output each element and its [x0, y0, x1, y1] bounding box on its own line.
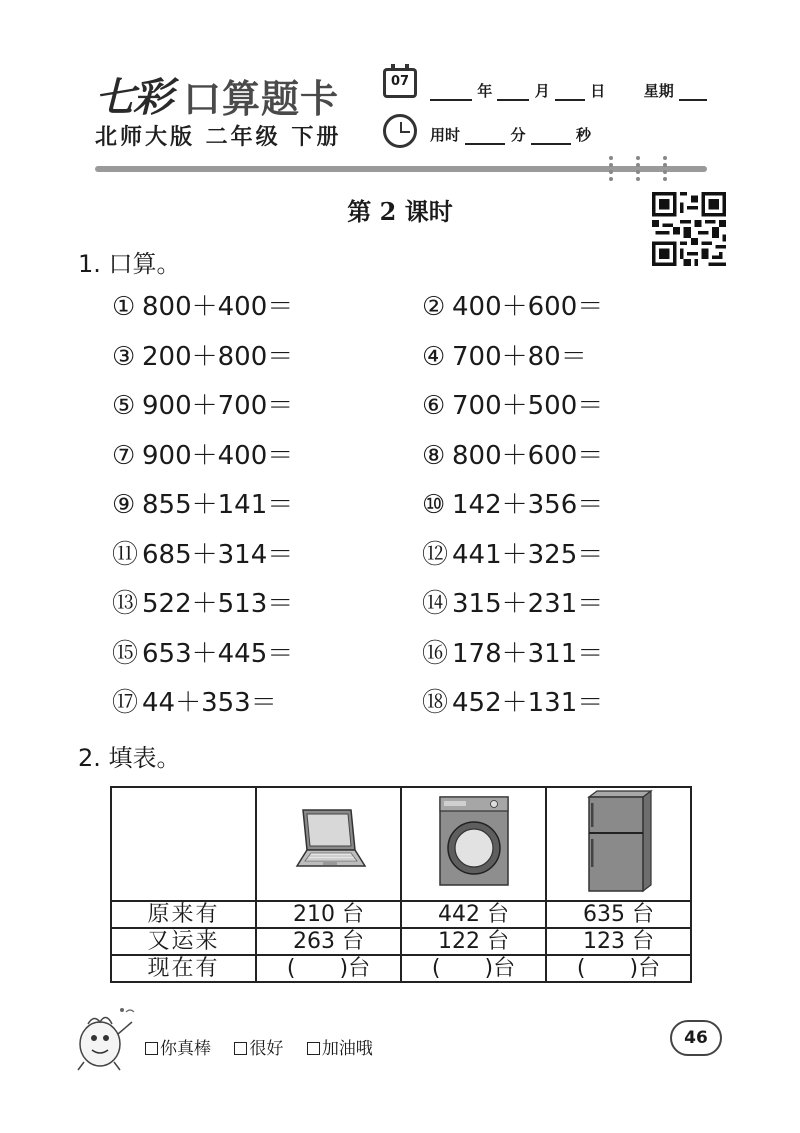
- problem-number: ⑪: [112, 539, 139, 570]
- problem-item[interactable]: [422, 286, 603, 323]
- weekday-label: 星期: [643, 82, 674, 100]
- answer-cell[interactable]: ( )台: [401, 955, 546, 982]
- problem-expression: 200＋800＝: [142, 341, 294, 372]
- section-1-title: 1. 口算。: [78, 250, 181, 278]
- self-rating: [145, 1034, 391, 1059]
- problem-expression: 400＋600＝: [452, 292, 604, 322]
- problem-expression: 142＋356＝: [452, 490, 604, 520]
- table-cell: 210 台: [256, 901, 401, 928]
- table-cell: 442 台: [401, 901, 546, 928]
- mascot-icon: [70, 1004, 140, 1072]
- problem-expression: 178＋311＝: [452, 638, 604, 669]
- year-blank[interactable]: [430, 85, 472, 101]
- month-blank[interactable]: [497, 85, 529, 101]
- table-image-row: [111, 787, 691, 901]
- problem-expression: 900＋700＝: [142, 391, 294, 421]
- problem-number: ⑱: [422, 688, 449, 718]
- problem-number: ⑯: [422, 638, 449, 669]
- rating-option[interactable]: [307, 1034, 373, 1059]
- second-blank[interactable]: [531, 129, 571, 145]
- problem-number: ⑰: [112, 688, 139, 718]
- problem-number: ②: [422, 292, 446, 322]
- second-label: 秒: [575, 126, 591, 144]
- problem-item[interactable]: [112, 336, 293, 373]
- calendar-icon: [383, 68, 417, 98]
- rating-option[interactable]: [234, 1034, 283, 1059]
- answer-cell[interactable]: ( )台: [256, 955, 401, 982]
- problem-item[interactable]: [422, 682, 603, 719]
- divider-pin: [609, 156, 613, 182]
- fill-table: [110, 786, 692, 983]
- edition-subtitle: 北师大版 二年级 下册: [95, 125, 342, 150]
- problem-item[interactable]: [422, 534, 603, 571]
- problem-expression: 800＋400＝: [142, 292, 294, 322]
- checkbox-icon[interactable]: [234, 1042, 247, 1055]
- problem-expression: 441＋325＝: [452, 539, 604, 570]
- problem-number: ⑭: [422, 589, 449, 619]
- problem-item[interactable]: [112, 534, 293, 571]
- day-blank[interactable]: [555, 85, 585, 101]
- problem-item[interactable]: [422, 583, 603, 620]
- table-image-cell: [256, 787, 401, 901]
- washing-machine-icon: [434, 793, 514, 889]
- row-label: 又运来: [111, 928, 256, 955]
- refrigerator-icon: [579, 789, 659, 893]
- problem-expression: 700＋500＝: [452, 391, 604, 421]
- table-image-cell: [546, 787, 691, 901]
- problem-item[interactable]: [422, 435, 603, 472]
- problem-expression: 653＋445＝: [142, 638, 294, 669]
- table-cell: 635 台: [546, 901, 691, 928]
- checkbox-icon[interactable]: [145, 1042, 158, 1055]
- problem-number: ⑫: [422, 539, 449, 570]
- divider-pin: [636, 156, 640, 182]
- problem-item[interactable]: [422, 484, 603, 521]
- table-row: [111, 928, 691, 955]
- qr-code-icon[interactable]: [652, 192, 726, 266]
- table-image-cell: [401, 787, 546, 901]
- problem-item[interactable]: [112, 484, 293, 521]
- problem-item[interactable]: [112, 385, 293, 422]
- problem-number: ⑤: [112, 391, 136, 421]
- problem-number: ⑨: [112, 490, 136, 520]
- date-fill-line: [430, 80, 707, 101]
- problem-expression: 900＋400＝: [142, 440, 294, 471]
- problem-expression: 700＋80＝: [452, 341, 587, 372]
- table-cell: 123 台: [546, 928, 691, 955]
- problem-number: ⑦: [112, 440, 136, 471]
- weekday-blank[interactable]: [679, 85, 707, 101]
- clock-icon: [383, 114, 417, 148]
- day-label: 日: [590, 82, 606, 100]
- problem-item[interactable]: [422, 633, 603, 670]
- answer-cell[interactable]: ( )台: [546, 955, 691, 982]
- brand-cursive-text: 七彩: [95, 74, 171, 121]
- minute-label: 分: [510, 126, 526, 144]
- rating-option[interactable]: [145, 1034, 211, 1059]
- laptop-icon: [289, 804, 369, 878]
- problem-number: ③: [112, 341, 136, 372]
- rating-label: 很好: [249, 1039, 284, 1059]
- row-label: 现在有: [111, 955, 256, 982]
- problem-number: ④: [422, 341, 446, 372]
- checkbox-icon[interactable]: [307, 1042, 320, 1055]
- problem-item[interactable]: [112, 435, 293, 472]
- problem-expression: 522＋513＝: [142, 589, 294, 619]
- lesson-title: 第 2 课时: [347, 197, 453, 226]
- section-2-title: 2. 填表。: [78, 744, 181, 772]
- row-label: 原来有: [111, 901, 256, 928]
- table-cell: 263 台: [256, 928, 401, 955]
- year-label: 年: [477, 82, 493, 100]
- problem-item[interactable]: [112, 286, 293, 323]
- problem-item[interactable]: [112, 583, 293, 620]
- problem-expression: 685＋314＝: [142, 539, 294, 570]
- problem-expression: 44＋353＝: [142, 688, 277, 718]
- problem-number: ⑮: [112, 638, 139, 669]
- calendar-day: 07: [390, 74, 410, 89]
- header-divider: [95, 166, 707, 172]
- time-used-label: 用时: [430, 126, 461, 144]
- minute-blank[interactable]: [465, 129, 505, 145]
- brand-title: 口算题卡: [183, 77, 340, 121]
- page-number: 46: [670, 1020, 722, 1056]
- divider-pin: [663, 156, 667, 182]
- problem-number: ①: [112, 292, 136, 322]
- table-row: [111, 955, 691, 982]
- problem-item[interactable]: [112, 633, 293, 670]
- problem-expression: 315＋231＝: [452, 589, 604, 619]
- problem-number: ⑩: [422, 490, 446, 520]
- problem-expression: 855＋141＝: [142, 490, 294, 520]
- brand-logo: [95, 66, 365, 121]
- table-cell: 122 台: [401, 928, 546, 955]
- rating-label: 加油哦: [321, 1039, 373, 1059]
- time-fill-line: [430, 124, 591, 145]
- rating-label: 你真棒: [160, 1039, 211, 1059]
- table-corner-cell: [111, 787, 256, 901]
- problem-number: ⑧: [422, 440, 446, 471]
- problem-expression: 800＋600＝: [452, 440, 604, 471]
- problem-expression: 452＋131＝: [452, 688, 604, 718]
- problem-number: ⑬: [112, 589, 139, 619]
- problem-item[interactable]: [422, 336, 587, 373]
- problem-item[interactable]: [422, 385, 603, 422]
- problem-number: ⑥: [422, 391, 446, 421]
- table-row: [111, 901, 691, 928]
- problem-item[interactable]: [112, 682, 277, 719]
- month-label: 月: [534, 82, 550, 100]
